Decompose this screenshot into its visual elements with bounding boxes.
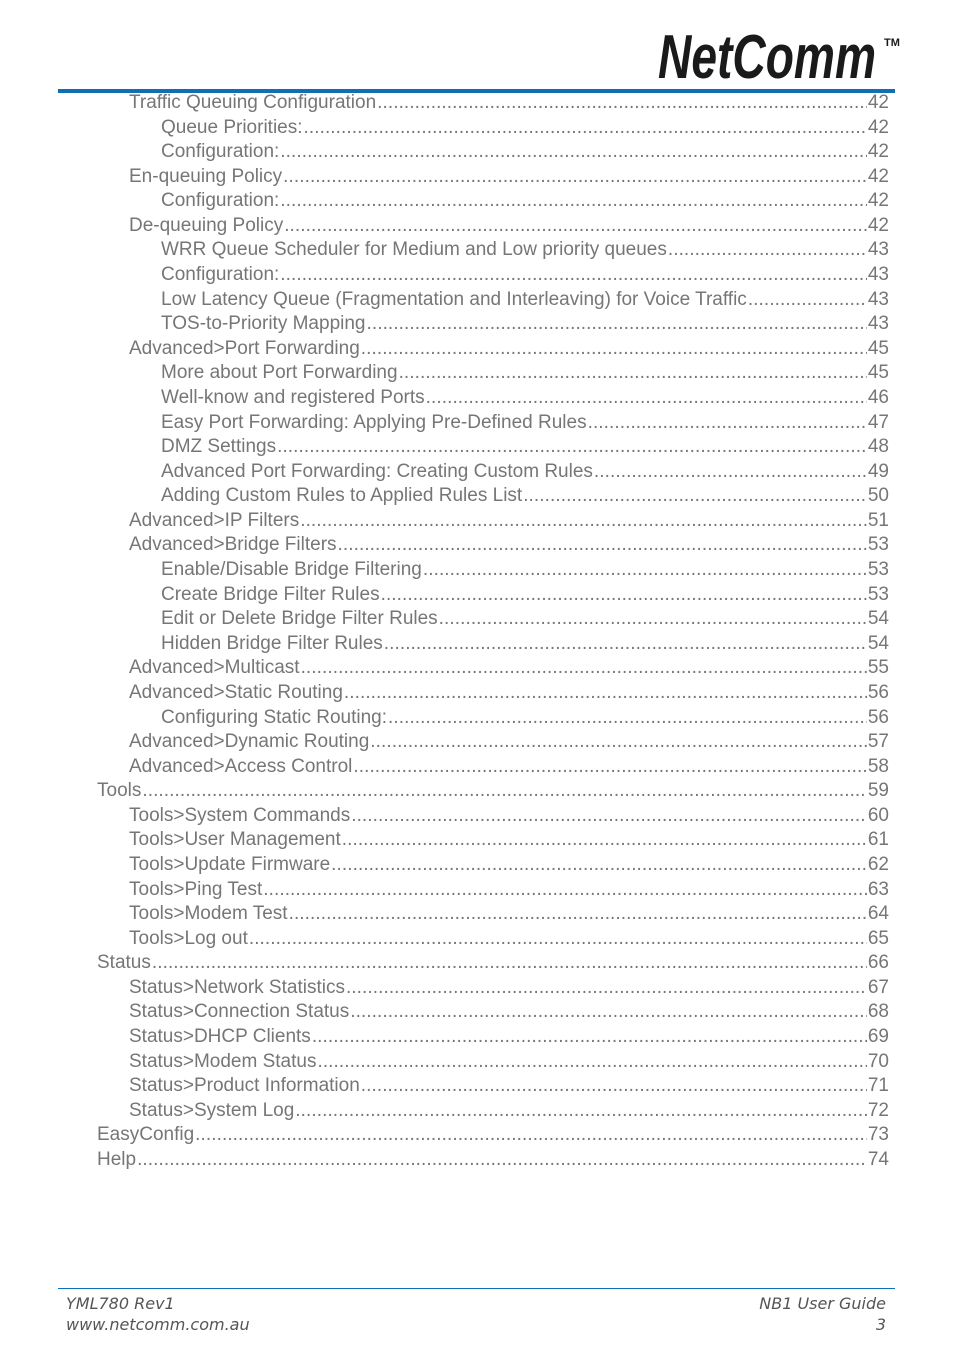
toc-dot-leader xyxy=(351,804,867,828)
toc-entry[interactable] xyxy=(161,263,889,287)
toc-entry[interactable] xyxy=(161,583,889,607)
toc-entry-page: 45 xyxy=(867,362,889,384)
toc-entry-page: 42 xyxy=(867,116,889,138)
toc-entry-title: Tools>Update Firmware xyxy=(129,853,331,875)
toc-dot-leader xyxy=(668,238,867,262)
toc-entry-title: Help xyxy=(97,1148,137,1170)
netcomm-logo-icon xyxy=(656,24,906,86)
toc-entry[interactable] xyxy=(97,779,889,803)
toc-entry-title: Status>Product Information xyxy=(129,1075,360,1097)
toc-entry[interactable] xyxy=(97,1148,889,1172)
toc-dot-leader xyxy=(361,1074,867,1098)
toc-entry-page: 59 xyxy=(867,780,889,802)
footer-right xyxy=(759,1293,886,1335)
toc-entry-page: 43 xyxy=(867,239,889,261)
toc-entry-title: Tools>System Commands xyxy=(129,804,351,826)
toc-entry[interactable] xyxy=(161,435,889,459)
toc-entry-title: Configuration: xyxy=(161,264,280,286)
toc-entry-title: Advanced>Multicast xyxy=(129,657,300,679)
toc-dot-leader xyxy=(381,583,867,607)
toc-entry-page: 73 xyxy=(867,1124,889,1146)
toc-entry-title: Advanced>Bridge Filters xyxy=(129,534,337,556)
toc-entry[interactable] xyxy=(129,509,889,533)
toc-entry-page: 71 xyxy=(867,1075,889,1097)
toc-entry-title: Advanced>IP Filters xyxy=(129,509,300,531)
toc-entry-page: 66 xyxy=(867,952,889,974)
toc-entry-page: 74 xyxy=(867,1148,889,1170)
toc-entry[interactable] xyxy=(129,730,889,754)
toc-entry-title: Status>Connection Status xyxy=(129,1001,350,1023)
toc-entry-title: TOS-to-Priority Mapping xyxy=(161,313,366,335)
toc-entry-title: En-queuing Policy xyxy=(129,165,283,187)
footer-left xyxy=(66,1293,250,1335)
toc-entry[interactable] xyxy=(129,1025,889,1049)
toc-entry-page: 54 xyxy=(867,632,889,654)
toc-entry-page: 48 xyxy=(867,436,889,458)
toc-dot-leader xyxy=(263,878,867,902)
toc-dot-leader xyxy=(367,312,867,336)
toc-entry[interactable] xyxy=(129,1050,889,1074)
toc-entry[interactable] xyxy=(161,288,889,312)
toc-entry[interactable] xyxy=(161,460,889,484)
toc-entry-title: Advanced>Port Forwarding xyxy=(129,337,360,359)
toc-entry[interactable] xyxy=(129,1074,889,1098)
toc-entry-page: 43 xyxy=(867,313,889,335)
toc-entry-title: Traffic Queuing Configuration xyxy=(129,92,377,113)
toc-entry[interactable] xyxy=(161,706,889,730)
toc-entry-title: Well-know and registered Ports xyxy=(161,386,425,408)
toc-dot-leader xyxy=(142,779,867,803)
toc-entry-page: 58 xyxy=(867,755,889,777)
toc-entry[interactable] xyxy=(129,804,889,828)
toc-entry-page: 68 xyxy=(867,1001,889,1023)
toc-dot-leader xyxy=(137,1148,867,1172)
toc-entry-page: 43 xyxy=(867,288,889,310)
toc-dot-leader xyxy=(284,214,867,238)
toc-entry-page: 56 xyxy=(867,706,889,728)
toc-entry-title: Easy Port Forwarding: Applying Pre-Defined Rules xyxy=(161,411,587,433)
toc-dot-leader xyxy=(289,902,867,926)
toc-dot-leader xyxy=(439,607,867,631)
toc-entry-page: 42 xyxy=(867,190,889,212)
toc-entry-page: 72 xyxy=(867,1099,889,1121)
toc-dot-leader xyxy=(152,951,867,975)
toc-entry-page: 56 xyxy=(867,681,889,703)
toc-entry[interactable] xyxy=(129,533,889,557)
toc-entry[interactable] xyxy=(161,484,889,508)
toc-entry-title: Edit or Delete Bridge Filter Rules xyxy=(161,608,438,630)
toc-dot-leader xyxy=(331,853,867,877)
toc-entry-page: 45 xyxy=(867,337,889,359)
toc-entry-page: 69 xyxy=(867,1026,889,1048)
toc-entry[interactable] xyxy=(97,1123,889,1147)
toc-entry-page: 70 xyxy=(867,1050,889,1072)
toc-dot-leader xyxy=(280,263,867,287)
website-link[interactable]: www.netcomm.com.au xyxy=(66,1315,250,1334)
toc-entry[interactable] xyxy=(161,189,889,213)
toc-entry[interactable] xyxy=(129,755,889,779)
toc-dot-leader xyxy=(301,656,867,680)
toc-entry-page: 57 xyxy=(867,731,889,753)
toc-entry-page: 49 xyxy=(867,460,889,482)
toc-entry-title: Hidden Bridge Filter Rules xyxy=(161,632,383,654)
toc-dot-leader xyxy=(748,288,867,312)
toc-entry-title: WRR Queue Scheduler for Medium and Low priority queues xyxy=(161,239,667,261)
toc-dot-leader xyxy=(300,509,867,533)
toc-entry[interactable] xyxy=(129,681,889,705)
toc-entry[interactable] xyxy=(161,558,889,582)
toc-entry-title: Status>DHCP Clients xyxy=(129,1026,311,1048)
toc-entry-title: Advanced>Access Control xyxy=(129,755,353,777)
toc-entry-page: 53 xyxy=(867,583,889,605)
toc-entry-title: Advanced Port Forwarding: Creating Custom Rules xyxy=(161,460,593,482)
toc-entry-page: 60 xyxy=(867,804,889,826)
toc-entry-page: 42 xyxy=(867,214,889,236)
toc-entry-page: 47 xyxy=(867,411,889,433)
toc-entry[interactable] xyxy=(129,828,889,852)
toc-entry[interactable] xyxy=(129,927,889,951)
toc-entry-title: Status xyxy=(97,952,151,974)
toc-dot-leader xyxy=(588,411,867,435)
toc-entry[interactable] xyxy=(161,312,889,336)
toc-dot-leader xyxy=(317,1050,866,1074)
toc-entry[interactable] xyxy=(129,1000,889,1024)
toc-dot-leader xyxy=(377,91,867,115)
toc-dot-leader xyxy=(350,1000,867,1024)
toc-entry-title: Status>System Log xyxy=(129,1099,295,1121)
toc-dot-leader xyxy=(361,337,867,361)
toc-dot-leader xyxy=(338,533,867,557)
toc-entry-title: More about Port Forwarding xyxy=(161,362,398,384)
toc-entry[interactable] xyxy=(161,116,889,140)
toc-entry-page: 53 xyxy=(867,559,889,581)
toc-entry-title: DMZ Settings xyxy=(161,436,277,458)
toc-entry-title: Status>Modem Status xyxy=(129,1050,317,1072)
footer-rule xyxy=(58,1288,895,1289)
toc-entry[interactable] xyxy=(129,91,889,115)
toc-dot-leader xyxy=(353,755,866,779)
toc-entry[interactable] xyxy=(129,165,889,189)
toc-entry-page: 67 xyxy=(867,976,889,998)
toc-entry-title: Low Latency Queue (Fragmentation and Interleaving) for Voice Traffic xyxy=(161,288,747,310)
toc-entry-title: Tools>Modem Test xyxy=(129,903,288,925)
toc-entry-title: Status>Network Statistics xyxy=(129,976,345,998)
toc-entry-page: 65 xyxy=(867,927,889,949)
toc-entry-title: Configuration: xyxy=(161,141,280,163)
toc-entry[interactable] xyxy=(161,411,889,435)
toc-entry[interactable] xyxy=(129,902,889,926)
toc-entry-page: 62 xyxy=(867,853,889,875)
toc-entry[interactable] xyxy=(129,337,889,361)
toc-dot-leader xyxy=(312,1025,867,1049)
toc-dot-leader xyxy=(277,435,867,459)
toc-dot-leader xyxy=(423,558,867,582)
toc-entry-title: Configuration: xyxy=(161,190,280,212)
toc-entry-page: 54 xyxy=(867,608,889,630)
toc-dot-leader xyxy=(594,460,867,484)
toc-dot-leader xyxy=(283,165,867,189)
toc-entry-title: EasyConfig xyxy=(97,1124,195,1146)
toc-entry-title: Adding Custom Rules to Applied Rules List xyxy=(161,485,523,507)
toc-entry[interactable] xyxy=(129,1099,889,1123)
toc-dot-leader xyxy=(280,140,867,164)
toc-entry-page: 50 xyxy=(867,485,889,507)
toc-entry[interactable] xyxy=(161,607,889,631)
toc-entry-page: 53 xyxy=(867,534,889,556)
toc-dot-leader xyxy=(370,730,867,754)
toc-dot-leader xyxy=(399,361,867,385)
toc-entry-page: 55 xyxy=(867,657,889,679)
toc-dot-leader xyxy=(346,976,867,1000)
toc-dot-leader xyxy=(280,189,867,213)
toc-dot-leader xyxy=(304,116,867,140)
toc-entry-title: Advanced>Static Routing xyxy=(129,681,343,703)
toc-entry-title: Enable/Disable Bridge Filtering xyxy=(161,559,422,581)
toc-dot-leader xyxy=(342,828,867,852)
toc-entry[interactable] xyxy=(129,976,889,1000)
toc-entry-title: Advanced>Dynamic Routing xyxy=(129,731,370,753)
toc-entry-title: Tools xyxy=(97,780,142,802)
toc-entry-page: 61 xyxy=(867,829,889,851)
toc-entry-page: 51 xyxy=(867,509,889,531)
toc-entry-page: 43 xyxy=(867,264,889,286)
guide-title: NB1 User Guide xyxy=(759,1294,886,1313)
toc-entry-title: Configuring Static Routing: xyxy=(161,706,388,728)
netcomm-logo xyxy=(656,24,906,86)
toc-dot-leader xyxy=(426,386,867,410)
toc-entry[interactable] xyxy=(129,656,889,680)
toc-entry-title: De-queuing Policy xyxy=(129,214,284,236)
page-number: 3 xyxy=(875,1315,886,1334)
toc-entry-title: Create Bridge Filter Rules xyxy=(161,583,380,605)
toc-entry[interactable] xyxy=(129,214,889,238)
toc-dot-leader xyxy=(523,484,867,508)
toc-entry-title: Tools>Log out xyxy=(129,927,248,949)
logo-trademark: TM xyxy=(884,37,900,49)
toc-dot-leader xyxy=(344,681,867,705)
toc-entry-page: 42 xyxy=(867,92,889,113)
toc-entry-title: Tools>User Management xyxy=(129,829,341,851)
logo-wordmark: NetComm xyxy=(658,24,876,86)
toc-entry-page: 64 xyxy=(867,903,889,925)
toc-entry-page: 46 xyxy=(867,386,889,408)
toc-entry[interactable] xyxy=(129,878,889,902)
toc-entry[interactable] xyxy=(161,632,889,656)
toc-dot-leader xyxy=(249,927,867,951)
toc-entry[interactable] xyxy=(161,238,889,262)
toc-entry-title: Queue Priorities: xyxy=(161,116,303,138)
toc-dot-leader xyxy=(195,1123,867,1147)
toc-entry-page: 42 xyxy=(867,141,889,163)
toc-entry[interactable] xyxy=(129,853,889,877)
toc-entry-title: Tools>Ping Test xyxy=(129,878,263,900)
toc-dot-leader xyxy=(384,632,867,656)
toc-dot-leader xyxy=(388,706,867,730)
toc-entry[interactable] xyxy=(161,386,889,410)
toc-entry[interactable] xyxy=(161,361,889,385)
toc-entry[interactable] xyxy=(97,951,889,975)
doc-code: YML780 Rev1 xyxy=(66,1294,175,1313)
toc-entry-page: 42 xyxy=(867,165,889,187)
toc-entry[interactable] xyxy=(161,140,889,164)
toc-dot-leader xyxy=(295,1099,867,1123)
toc-entry-page: 63 xyxy=(867,878,889,900)
